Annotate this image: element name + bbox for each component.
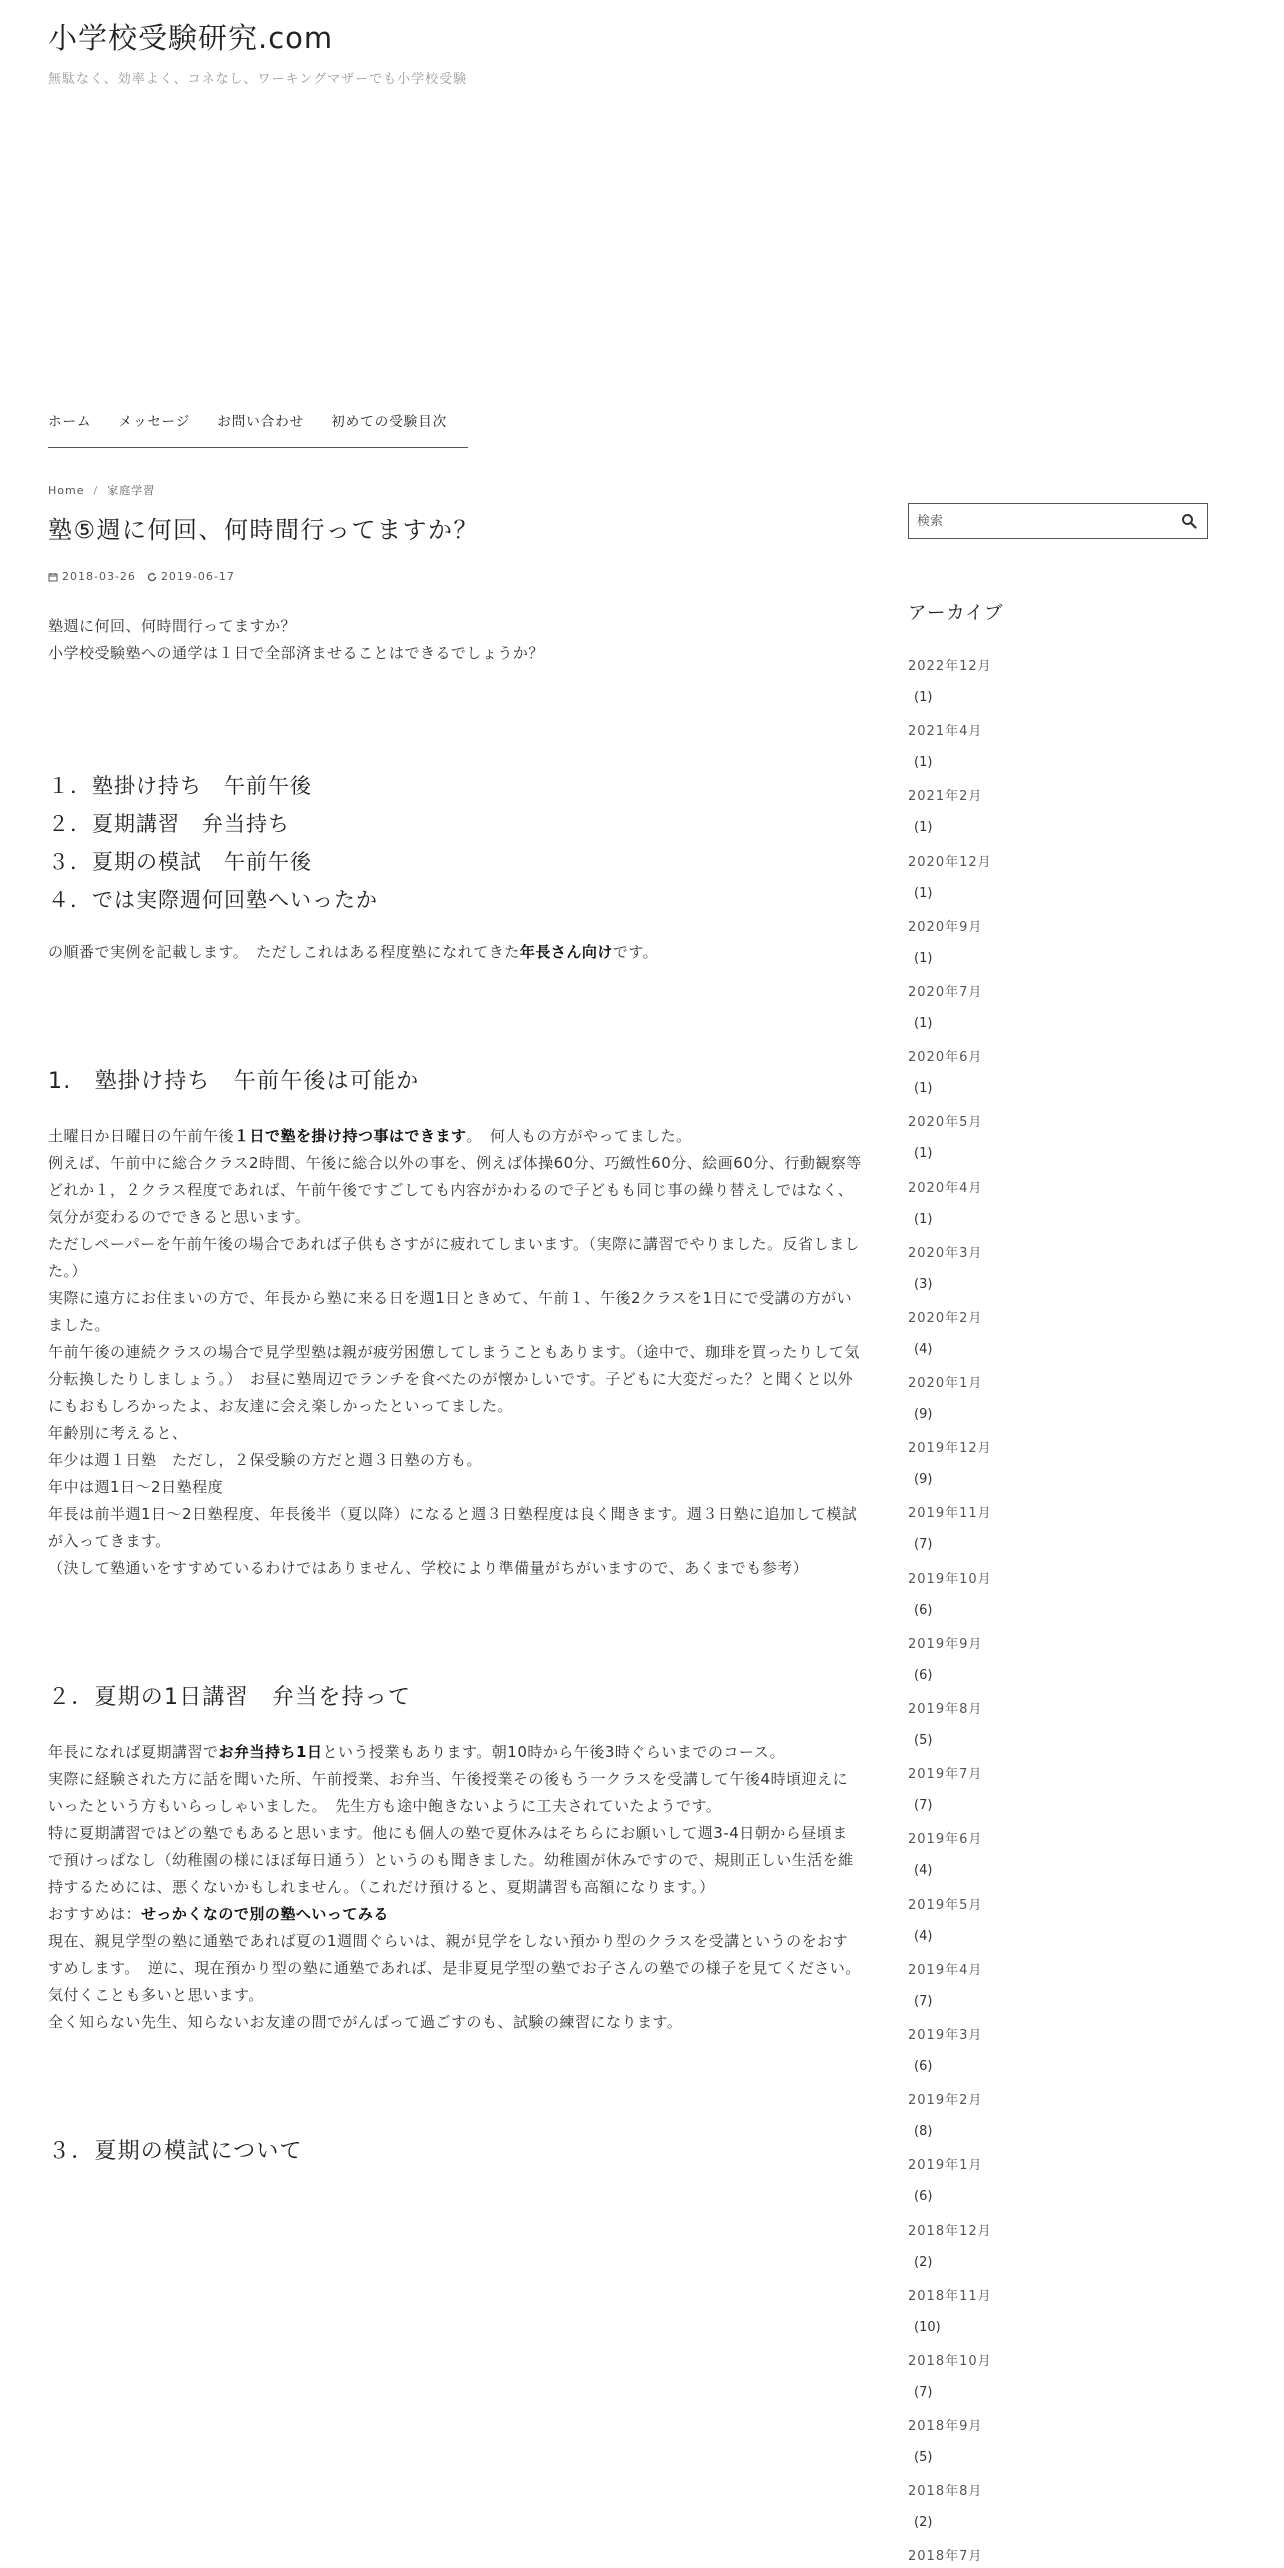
archive-title: アーカイブ (908, 603, 1004, 624)
archive-item (908, 1767, 1208, 1832)
search-box (908, 503, 1208, 539)
archive-item (908, 2419, 1208, 2484)
archive-count: (1) (914, 755, 933, 771)
refresh-icon (147, 572, 157, 582)
archive-link[interactable]: 2018年11月 (908, 2288, 992, 2304)
archive-link[interactable]: 2018年12月 (908, 2223, 992, 2239)
archive-link[interactable]: 2019年4月 (908, 1962, 983, 1978)
archive-link[interactable]: 2020年3月 (908, 1245, 983, 1261)
order-note (48, 939, 863, 966)
archive-count: (5) (914, 2450, 933, 2466)
s1-emphasis: １日で塾を掛け持つ事はできます (234, 1127, 467, 1145)
archive-count: (5) (914, 1733, 933, 1748)
archive-item (908, 1506, 1208, 1571)
archive-link[interactable]: 2019年6月 (908, 1832, 983, 1848)
section-3-heading: ３．夏期の模試について (48, 2139, 303, 2164)
archive-item (908, 659, 1208, 724)
archive-count: (2) (914, 2515, 933, 2531)
archive-item (908, 2158, 1208, 2223)
global-nav (48, 412, 468, 448)
nav-message[interactable]: メッセージ (118, 414, 191, 430)
archive-link[interactable]: 2019年12月 (908, 1441, 992, 1457)
order-note-end: です。 (612, 943, 659, 961)
archive-item (908, 1050, 1208, 1115)
archive-link[interactable]: 2018年8月 (908, 2484, 983, 2500)
s2-paragraph: 実際に経験された方に話を聞いた所、午前授業、お弁当、午後授業その後もう一クラスを受講して午後4時頃迎えにいったという方もいらっしゃいました。 先生方も途中飽きないように工夫されていたようです。 (48, 1770, 849, 1815)
archive-item (908, 1702, 1208, 1767)
archive-link[interactable]: 2021年2月 (908, 789, 983, 805)
s2-paragraph: 全く知らない先生、知らないお友達の間でがんばって過ごすのも、試験の練習になります。 (48, 2013, 683, 2031)
s2-recommend-emphasis: せっかくなので別の塾へいってみる (141, 1905, 389, 1923)
archive-item (908, 1963, 1208, 2028)
s2-recommend-label: おすすめは： (48, 1905, 142, 1923)
archive-count: (6) (914, 1667, 933, 1683)
nav-contact[interactable]: お問い合わせ (217, 414, 305, 430)
archive-link[interactable]: 2020年4月 (908, 1180, 983, 1196)
archive-count: (1) (914, 950, 933, 966)
archive-link[interactable]: 2019年5月 (908, 1897, 983, 1913)
published-date (48, 570, 136, 583)
archive-list (908, 659, 1208, 2568)
archive-link[interactable]: 2019年10月 (908, 1571, 992, 1587)
archive-link[interactable]: 2019年7月 (908, 1767, 983, 1783)
archive-link[interactable]: 2020年1月 (908, 1376, 983, 1392)
archive-item (908, 1246, 1208, 1311)
archive-item (908, 1898, 1208, 1963)
archive-link[interactable]: 2020年9月 (908, 919, 983, 935)
s2-paragraph: 現在、親見学型の塾に通塾であれば夏の1週間ぐらいは、親が見学をしない預かり型のクラスを受講というのをおすすめします。 逆に、現在預かり型の塾に通塾であれば、是非夏見学型の塾でお子さんの塾での様子を見てください。気付くことも多いと思います。 (48, 1932, 861, 2004)
archive-item (908, 1181, 1208, 1246)
archive-count: (4) (914, 1863, 933, 1879)
s2-emphasis: お弁当持ち1日 (218, 1743, 323, 1761)
toc-item: １．塾掛け持ち 午前午後 (48, 774, 312, 798)
archive-item (908, 1572, 1208, 1637)
archive-item (908, 1115, 1208, 1180)
sidebar (908, 503, 1208, 2568)
archive-item (908, 855, 1208, 920)
nav-home[interactable]: ホーム (48, 414, 92, 430)
s2-recommend (48, 1901, 863, 1928)
archive-count: (1) (914, 885, 933, 901)
archive-count: (1) (914, 690, 933, 705)
published-date-text: 2018-03-26 (62, 570, 136, 583)
archive-link[interactable]: 2020年6月 (908, 1050, 983, 1066)
archive-link[interactable]: 2019年9月 (908, 1636, 983, 1652)
archive-item (908, 2289, 1208, 2354)
order-note-emphasis: 年長さん向け (519, 943, 613, 961)
archive-item (908, 1441, 1208, 1506)
archive-item (908, 2224, 1208, 2289)
archive-link[interactable]: 2021年4月 (908, 724, 983, 740)
calendar-icon (48, 572, 58, 582)
archive-count: (9) (914, 1472, 933, 1488)
updated-date-text: 2019-06-17 (160, 570, 235, 583)
archive-item (908, 1832, 1208, 1897)
archive-count: (2) (914, 2254, 933, 2270)
s1-age-line: 年中は週1日〜2日塾程度 (48, 1478, 224, 1496)
archive-item (908, 1637, 1208, 1702)
archive-link[interactable]: 2019年3月 (908, 2027, 983, 2043)
s2-text-end: という授業もあります。朝10時から午後3時ぐらいまでのコース。 (322, 1743, 786, 1761)
post-title: 塾⑤週に何回、何時間行ってますか？ (48, 516, 480, 544)
order-note-text: の順番で実例を記載します。 ただしこれはある程度塾になれてきた (48, 943, 520, 961)
intro-line-2: 小学校受験塾への通学は１日で全部済ませることはできるでしょうか？ (48, 644, 544, 662)
s1-age-line: （決して塾通いをすすめているわけではありません、学校により準備量がちがいますので、あくまでも参考） (48, 1559, 809, 1577)
archive-count: (4) (914, 1341, 933, 1357)
s1-age-line: 年長は前半週1日〜2日塾程度、年長後半（夏以降）になると週３日塾程度は良く聞きます。週３日塾に追加して模試が入ってきます。 (48, 1505, 858, 1550)
archive-link[interactable]: 2022年12月 (908, 659, 992, 674)
archive-item (908, 1311, 1208, 1376)
archive-item (908, 2484, 1208, 2549)
archive-count: (1) (914, 1081, 933, 1097)
archive-count: (10) (914, 2319, 941, 2335)
s1-age-line: 年少は週１日塾 ただし，２保受験の方だと週３日塾の方も。 (48, 1451, 483, 1469)
post-body (48, 613, 863, 2168)
breadcrumb-category[interactable]: 家庭学習 (107, 484, 156, 497)
archive-count: (6) (914, 1602, 933, 1618)
archive-count: (3) (914, 1276, 933, 1292)
intro-line-1: 塾週に何回、何時間行ってますか？ (48, 617, 297, 635)
toc-item: ２．夏期講習 弁当持ち (48, 812, 290, 836)
site-header (48, 18, 948, 87)
archive-link[interactable]: 2018年10月 (908, 2353, 992, 2369)
archive-item (908, 2354, 1208, 2419)
s1-text-end: 。 何人もの方がやってました。 (466, 1127, 692, 1145)
updated-date (147, 570, 235, 583)
ad-space (48, 95, 1236, 385)
s1-paragraph: 午前午後の連続クラスの場合で見学型塾は親が疲労困憊してしまうこともあります。（途中で、珈琲を買ったりして気分転換したりしましょう。） お昼に塾周辺でランチを食べたのが懐かしいです。子どもに大変だった？と聞くと以外にもおもしろかったよ、お友達に会え楽しかったといってました。 (48, 1343, 861, 1415)
archive-count: (1) (914, 820, 933, 836)
section-1-heading: 1. 塾掛け持ち 午前午後は可能か (48, 1069, 420, 1094)
archive-count: (4) (914, 1928, 933, 1944)
s1-paragraph: ただしペーパーを午前午後の場合であれば子供もさすがに疲れてしまいます。（実際に講習でやりました。反省しました。） (48, 1235, 861, 1280)
toc-list (48, 767, 863, 919)
archive-link[interactable]: 2018年7月 (908, 2549, 983, 2565)
archive-link[interactable]: 2019年1月 (908, 2158, 983, 2174)
toc-item: ３．夏期の模試 午前午後 (48, 850, 312, 874)
archive-link[interactable]: 2019年8月 (908, 1702, 983, 1717)
archive-count: (7) (914, 1798, 933, 1814)
archive-count: (6) (914, 2058, 933, 2074)
archive-item (908, 2549, 1208, 2568)
breadcrumb (48, 482, 155, 498)
s1-paragraph: 例えば、午前中に総合クラス2時間、午後に総合以外の事を、例えば体操60分、巧緻性60分、絵画60分、行動観察等どれか１，２クラス程度であれば、午前午後ですごしても内容がかわるので子どもも同じ事の繰り替えしではなく、気分が変わるのでできると思います。 (48, 1154, 862, 1226)
archive-count: (9) (914, 1407, 933, 1423)
archive-count: (7) (914, 1993, 933, 2009)
nav-first-exam-toc[interactable]: 初めての受験目次 (331, 414, 448, 430)
archive-item (908, 920, 1208, 985)
breadcrumb-home[interactable]: Home (48, 483, 85, 497)
archive-link[interactable]: 2020年2月 (908, 1310, 983, 1326)
archive-link[interactable]: 2020年12月 (908, 854, 992, 870)
s2-paragraph: 特に夏期講習ではどの塾でもあると思います。他にも個人の塾で夏休みはそちらにお願いして週3-4日朝から昼頃まで預けっぱなし（幼稚園の様にほぼ毎日通う）というのも聞きました。幼稚園が休みですので、規則正しい生活を維持するためには、悪くないかもしれません。（これだけ預けると、夏期講習も高額になります。） (48, 1824, 854, 1896)
site-description: 無駄なく、効率よく、コネなし、ワーキングマザーでも小学校受験 (48, 72, 468, 87)
search-input[interactable] (917, 514, 1157, 529)
archive-link[interactable]: 2018年9月 (908, 2419, 983, 2435)
post-meta (48, 570, 863, 583)
archive-count: (8) (914, 2124, 933, 2140)
archive-count: (7) (914, 2384, 933, 2400)
search-icon[interactable] (1181, 513, 1197, 529)
s2-text: 年長になれば夏期講習で (48, 1743, 219, 1761)
s2-paragraph (48, 1739, 863, 1766)
archive-item (908, 985, 1208, 1050)
archive-item (908, 724, 1208, 789)
s1-age-line: 年齢別に考えると、 (48, 1424, 188, 1442)
archive-count: (7) (914, 1537, 933, 1553)
archive-count: (1) (914, 1146, 933, 1162)
archive-count: (1) (914, 1211, 933, 1227)
site-title[interactable]: 小学校受験研究.com (48, 21, 334, 55)
archive-item (908, 1376, 1208, 1441)
archive-link[interactable]: 2019年2月 (908, 2093, 983, 2109)
archive-item (908, 789, 1208, 854)
s1-paragraph (48, 1123, 863, 1150)
archive-item (908, 2028, 1208, 2093)
toc-item: ４．では実際週何回塾へいったか (48, 888, 378, 912)
section-2-heading: ２．夏期の1日講習 弁当を持って (48, 1685, 412, 1710)
archive-link[interactable]: 2019年11月 (908, 1506, 992, 1522)
archive-item (908, 2093, 1208, 2158)
s1-paragraph: 実際に遠方にお住まいの方で、年長から塾に来る日を週1日ときめて、午前１、午後2クラスを1日にで受講の方がいました。 (48, 1289, 853, 1334)
archive-count: (6) (914, 2189, 933, 2205)
archive-link[interactable]: 2020年7月 (908, 984, 983, 1000)
archive-count: (1) (914, 1015, 933, 1031)
article (48, 510, 863, 2168)
s1-text: 土曜日か日曜日の午前午後 (48, 1127, 235, 1145)
archive-link[interactable]: 2020年5月 (908, 1115, 983, 1131)
breadcrumb-separator: / (93, 483, 99, 497)
